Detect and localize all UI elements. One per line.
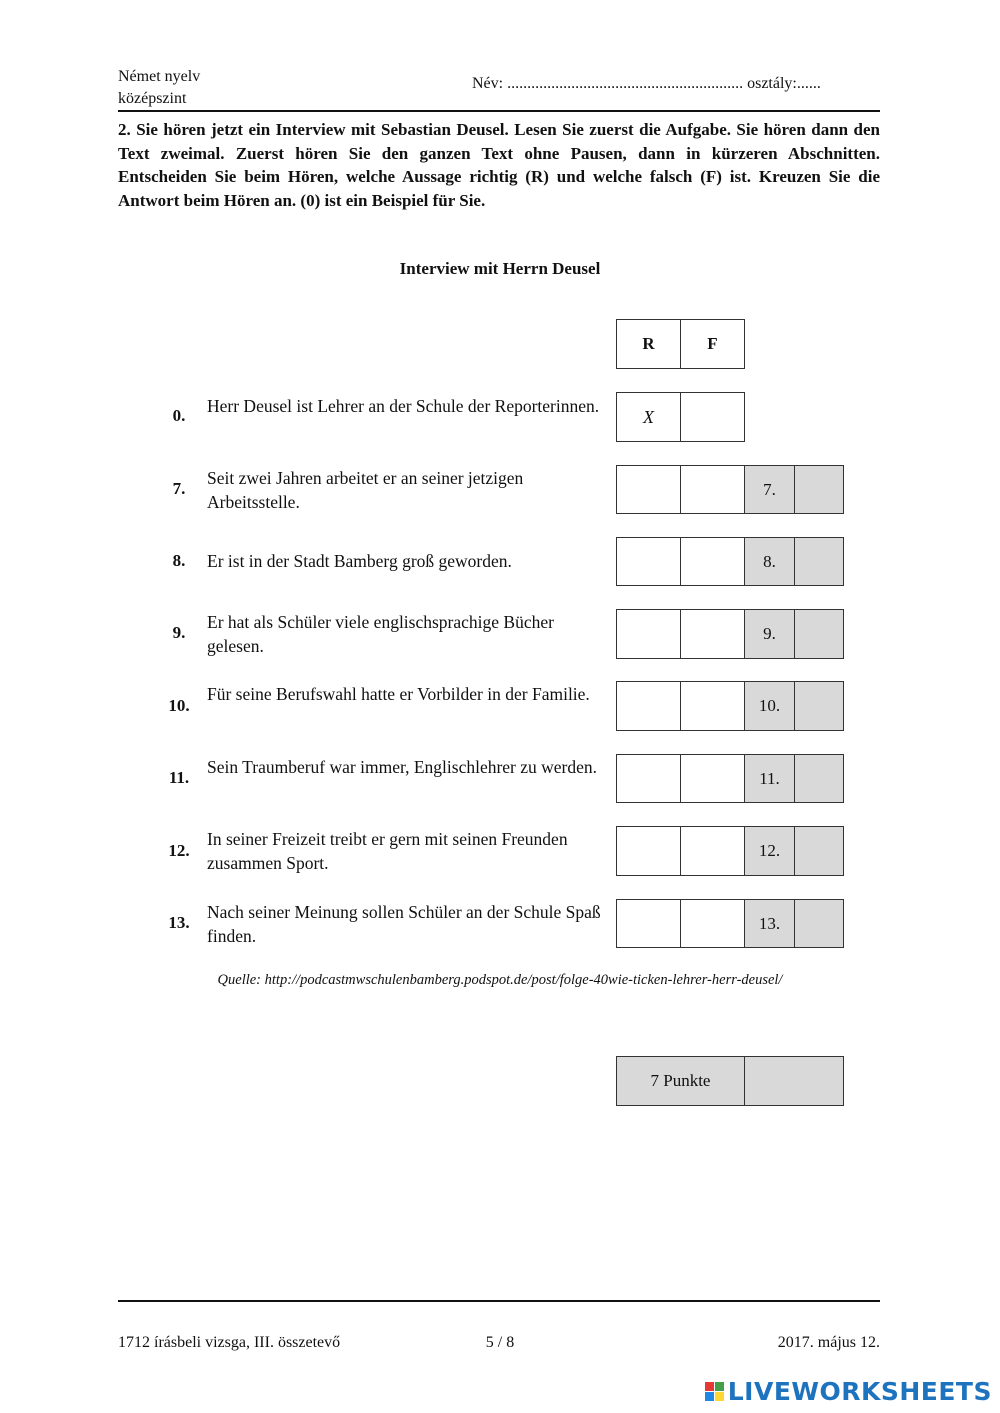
item-statement: Er ist in der Stadt Bamberg groß geworden. bbox=[207, 551, 512, 571]
page-number: 5 / 8 bbox=[485, 1334, 515, 1351]
score-box bbox=[794, 537, 844, 586]
score-box bbox=[794, 899, 844, 948]
item-statement: Für seine Berufswahl hatte er Vorbilder in der Familie. bbox=[207, 684, 590, 704]
score-label: 7. bbox=[744, 465, 795, 514]
item-number: 7. bbox=[172, 479, 186, 498]
example-text: Herr Deusel ist Lehrer an der Schule der Reporterinnen. bbox=[207, 396, 600, 416]
answer-r-checkbox[interactable] bbox=[616, 899, 681, 948]
task-title: Interview mit Herrn Deusel bbox=[399, 259, 601, 278]
score-box bbox=[794, 826, 844, 876]
score-label: 8. bbox=[744, 537, 795, 586]
header-r: R bbox=[616, 319, 681, 369]
item-statement: Nach seiner Meinung sollen Schüler an der Schule Spaß finden. bbox=[207, 902, 601, 946]
item-number: 11. bbox=[168, 768, 190, 787]
answer-r-checkbox[interactable] bbox=[616, 465, 681, 514]
subject-line-1: Német nyelv bbox=[118, 68, 201, 85]
name-class-field: Név: ........................................................... osztály:...... bbox=[472, 75, 821, 92]
score-box bbox=[794, 754, 844, 803]
score-label: 9. bbox=[744, 609, 795, 659]
answer-f-checkbox[interactable] bbox=[680, 826, 745, 876]
points-score-box bbox=[744, 1056, 844, 1106]
source-citation: Quelle: http://podcastmwschulenbamberg.podspot.de/post/folge-40wie-ticken-lehrer-herr-deusel/ bbox=[217, 972, 783, 988]
answer-f-checkbox[interactable] bbox=[680, 537, 745, 586]
points-label: 7 Punkte bbox=[616, 1056, 745, 1106]
item-number: 9. bbox=[172, 623, 186, 642]
item-number: 12. bbox=[168, 841, 190, 860]
score-label: 10. bbox=[744, 681, 795, 731]
item-number: 13. bbox=[168, 913, 190, 932]
liveworksheets-logo bbox=[705, 1377, 992, 1406]
score-label: 11. bbox=[744, 754, 795, 803]
logo-mark-icon bbox=[705, 1382, 724, 1401]
answer-f-checkbox[interactable] bbox=[680, 754, 745, 803]
example-r-cell bbox=[616, 392, 681, 442]
footer-rule bbox=[118, 1300, 880, 1302]
logo-text: LIVEWORKSHEETS bbox=[727, 1377, 992, 1406]
item-statement: Sein Traumberuf war immer, Englischlehrer zu werden. bbox=[207, 757, 598, 777]
answer-r-checkbox[interactable] bbox=[616, 681, 681, 731]
footer-exam-code: 1712 írásbeli vizsga, III. összetevő bbox=[118, 1334, 341, 1351]
task-instructions: 2. Sie hören jetzt ein Interview mit Sebastian Deusel. Lesen Sie zuerst die Aufgabe. Sie hören dann den Text zweimal. Zuerst hören Sie den ganzen Text ohne Pausen, dann in kürzeren Abschnitten. Entscheiden Sie beim Hören, welche Aussage richtig (R) und welche falsch (F) ist. Kreuzen Sie die Antwort beim Hören an. (0) ist ein Beispiel für Sie. bbox=[118, 120, 880, 210]
score-box bbox=[794, 609, 844, 659]
answer-r-checkbox[interactable] bbox=[616, 754, 681, 803]
subject-line-2: középszint bbox=[118, 90, 187, 107]
score-box bbox=[794, 465, 844, 514]
answer-r-checkbox[interactable] bbox=[616, 537, 681, 586]
header-f: F bbox=[680, 319, 745, 369]
item-number: 10. bbox=[168, 696, 190, 715]
answer-f-checkbox[interactable] bbox=[680, 899, 745, 948]
answer-f-checkbox[interactable] bbox=[680, 681, 745, 731]
example-number: 0. bbox=[172, 406, 186, 425]
item-statement: Er hat als Schüler viele englischsprachige Bücher gelesen. bbox=[207, 612, 554, 656]
item-statement: In seiner Freizeit treibt er gern mit seinen Freunden zusammen Sport. bbox=[207, 829, 568, 873]
item-statement: Seit zwei Jahren arbeitet er an seiner jetzigen Arbeitsstelle. bbox=[207, 468, 524, 512]
score-label: 13. bbox=[744, 899, 795, 948]
score-box bbox=[794, 681, 844, 731]
answer-f-checkbox[interactable] bbox=[680, 609, 745, 659]
header-subject bbox=[118, 66, 200, 110]
score-label: 12. bbox=[744, 826, 795, 876]
header-rule bbox=[118, 110, 880, 112]
example-mark: X bbox=[643, 406, 654, 427]
item-number: 8. bbox=[172, 551, 186, 570]
example-f-cell bbox=[680, 392, 745, 442]
answer-f-checkbox[interactable] bbox=[680, 465, 745, 514]
footer-date: 2017. május 12. bbox=[777, 1334, 880, 1351]
answer-r-checkbox[interactable] bbox=[616, 826, 681, 876]
answer-r-checkbox[interactable] bbox=[616, 609, 681, 659]
